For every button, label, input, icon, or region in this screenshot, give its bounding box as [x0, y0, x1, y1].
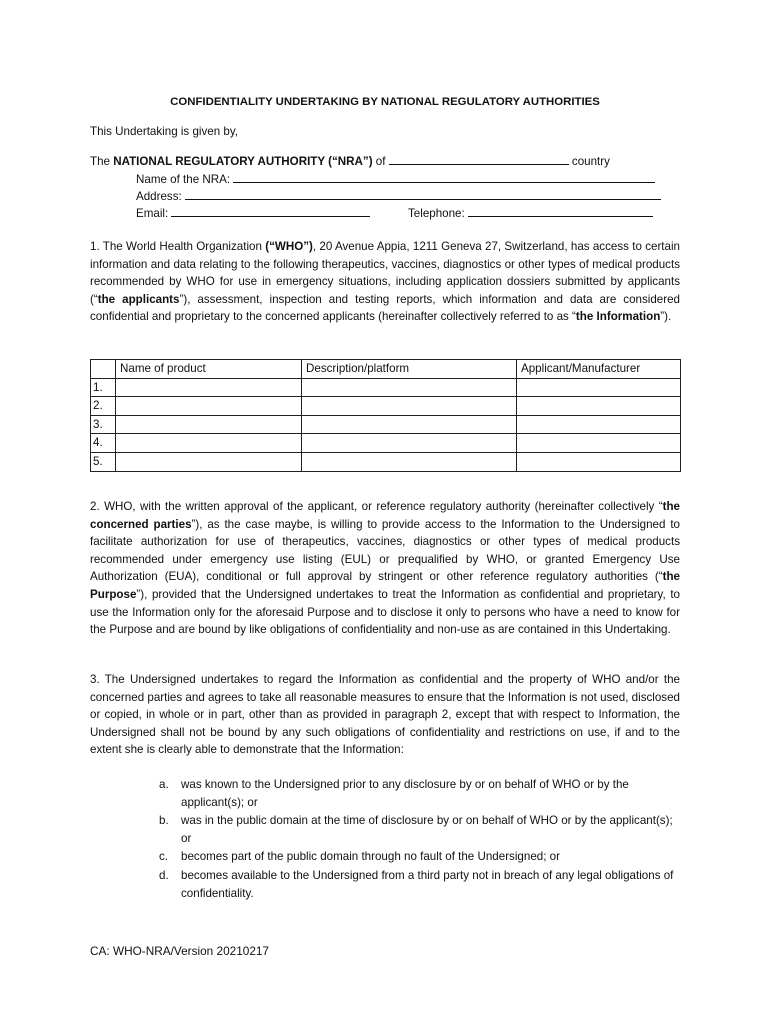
list-item: [150, 776, 680, 811]
nra-telephone-field[interactable]: [468, 204, 653, 217]
row-number: 3.: [91, 415, 116, 434]
nra-address-label: Address:: [136, 190, 182, 203]
nra-country-field[interactable]: [389, 152, 569, 165]
list-item-text: becomes available to the Undersigned from a third party not in breach of any legal obligations of confidentiality.: [181, 868, 674, 900]
list-item: [150, 867, 680, 902]
p2-text-a: 2. WHO, with the written approval of the applicant, or reference regulatory authority (hereinafter collectively “: [90, 500, 663, 513]
description-cell[interactable]: [302, 434, 517, 453]
nra-of: of: [372, 155, 389, 168]
applicant-cell[interactable]: [517, 397, 681, 416]
p1-text-a: 1. The World Health Organization: [90, 240, 266, 253]
p1-text-b: , 20 Avenue Appia, 1211 Geneva 27, Switzerland, has access to certain information and data relating to the following therapeutics, vaccines, diagnostics or other types of medical products recommended by WHO for use in emergency situations, including application dossiers submitted by applicants (“: [90, 240, 680, 306]
nra-name-line: [136, 170, 655, 189]
product-name-cell[interactable]: [116, 434, 302, 453]
product-name-cell[interactable]: [116, 378, 302, 397]
row-number: 2.: [91, 397, 116, 416]
p2-text-b: ”), as the case maybe, is willing to provide access to the Information to the Undersigned to facilitate authorization for use of therapeutics, vaccines, diagnostics or other types of medical products recommended under emergency use listing (EUL) or prequalified by WHO, or granted Emergency Use Authorization (EUA), conditional or full approval by stringent or other reference regulatory authorities (“: [90, 517, 680, 584]
row-number: 5.: [91, 452, 116, 471]
header-product-name: Name of product: [116, 360, 302, 379]
product-name-cell[interactable]: [116, 397, 302, 416]
applicant-cell[interactable]: [517, 378, 681, 397]
nra-line: [90, 152, 610, 171]
header-description: Description/platform: [302, 360, 517, 379]
applicant-cell[interactable]: [517, 452, 681, 471]
nra-prefix: The: [90, 155, 114, 168]
table-header-row: [91, 360, 681, 379]
p1-text-c: ”), assessment, inspection and testing reports, which information and data are considered confidential and proprietary to the concerned applicants (hereinafter collectively referred to as “: [90, 292, 681, 324]
document-title: CONFIDENTIALITY UNDERTAKING BY NATIONAL REGULATORY AUTHORITIES: [170, 96, 600, 108]
list-item-text: was in the public domain at the time of disclosure by or on behalf of WHO or by the applicant(s); or: [181, 814, 673, 845]
nra-email-label: Email:: [136, 207, 169, 220]
nra-name-field[interactable]: [233, 170, 655, 183]
p1-text-d: ”).: [660, 310, 672, 324]
p2-text-c: ”), provided that the Undersigned undertakes to treat the Information as confidential and proprietary, to use the Information only for the aforesaid Purpose and to disclose it only to persons who have a need to know for the Purpose and are bound by like obligations of confidentiality and non-use as are contained in this Undertaking.: [90, 587, 680, 637]
nra-email-line: [136, 204, 370, 223]
exceptions-list: [150, 776, 680, 903]
table-row: [91, 397, 681, 416]
table-row: [91, 452, 681, 471]
p1-who-bold: (“WHO”): [265, 240, 313, 253]
applicant-cell[interactable]: [517, 434, 681, 453]
nra-name-label: Name of the NRA:: [136, 173, 231, 186]
nra-email-field[interactable]: [171, 204, 370, 217]
nra-country-label: country: [568, 155, 610, 168]
list-item: [150, 812, 680, 847]
description-cell[interactable]: [302, 397, 517, 416]
nra-address-line: [136, 187, 661, 206]
products-table: [90, 359, 681, 472]
table-row: [91, 378, 681, 397]
list-item: [150, 848, 680, 866]
p2-parties-bold: the concerned parties: [90, 500, 680, 531]
row-number: 4.: [91, 434, 116, 453]
description-cell[interactable]: [302, 378, 517, 397]
description-cell[interactable]: [302, 452, 517, 471]
given-by-text: This Undertaking is given by,: [90, 125, 238, 138]
product-name-cell[interactable]: [116, 452, 302, 471]
p2-purpose-bold: the Purpose: [90, 570, 680, 601]
nra-telephone-label: Telephone:: [408, 207, 465, 220]
version-footer: CA: WHO-NRA/Version 20210217: [90, 944, 269, 958]
p1-information-bold: the Information: [575, 310, 661, 324]
row-number: 1.: [91, 378, 116, 397]
list-item-text: was known to the Undersigned prior to any disclosure by or on behalf of WHO or by the applicant(s); or: [181, 778, 629, 809]
list-item-text: becomes part of the public domain through no fault of the Undersigned; or: [181, 850, 560, 864]
nra-telephone-line: [408, 204, 653, 223]
list-marker: b.: [159, 814, 169, 828]
list-marker: a.: [159, 778, 169, 791]
description-cell[interactable]: [302, 415, 517, 434]
applicant-cell[interactable]: [517, 415, 681, 434]
header-number-cell: [91, 360, 116, 379]
paragraph-2: [90, 498, 680, 639]
header-applicant: Applicant/Manufacturer: [517, 360, 681, 379]
nra-bold-label: NATIONAL REGULATORY AUTHORITY (“NRA”): [113, 155, 373, 168]
p1-applicants-bold: the applicants: [97, 292, 180, 306]
paragraph-1: [90, 238, 680, 326]
product-name-cell[interactable]: [116, 415, 302, 434]
list-marker: d.: [159, 868, 169, 882]
list-marker: c.: [159, 850, 169, 864]
table-row: [91, 434, 681, 453]
table-row: [91, 415, 681, 434]
paragraph-3: 3. The Undersigned undertakes to regard the Information as confidential and the property of WHO and/or the concerned parties and agrees to take all reasonable measures to ensure that the Information is not used, disclosed or copied, in whole or in part, other than as provided in paragraph 2, except that with respect to Information, the Undersigned shall not be bound by any such obligations of confidentiality and restrictions on use, if and to the extent she is clearly able to demonstrate that the Information:: [90, 673, 680, 757]
nra-address-field[interactable]: [185, 187, 661, 200]
